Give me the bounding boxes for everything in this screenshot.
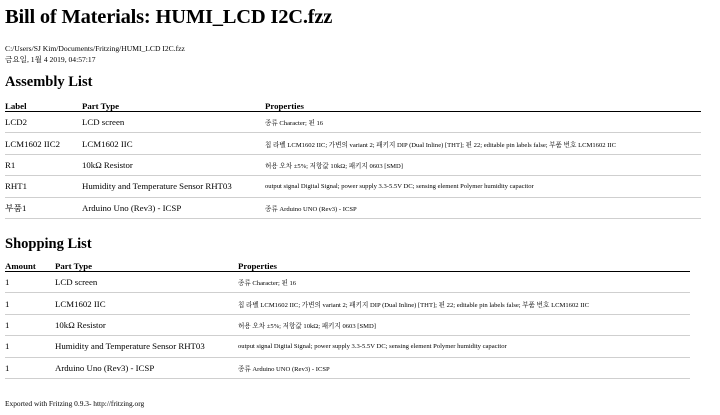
file-meta xyxy=(5,43,715,65)
cell-part-type: LCD screen xyxy=(82,112,265,133)
cell-properties: 허용 오차 ±5%; 저항값 10kΩ; 패키지 0603 [SMD] xyxy=(238,314,690,335)
cell-label: R1 xyxy=(5,154,82,175)
shopping-header-row xyxy=(5,257,690,272)
bom-page xyxy=(5,0,715,408)
cell-amount: 1 xyxy=(5,357,55,378)
export-footer: Exported with Fritzing 0.9.3- http://fritzing.org xyxy=(5,399,145,408)
cell-properties: 허용 오차 ±5%; 저항값 10kΩ; 패키지 0603 [SMD] xyxy=(265,154,701,175)
column-header-amount: Amount xyxy=(5,257,55,272)
cell-properties: 종류 Character; 핀 16 xyxy=(238,271,690,292)
table-row xyxy=(5,293,690,314)
page-title: Bill of Materials: HUMI_LCD I2C.fzz xyxy=(5,6,333,28)
cell-properties: 종류 Character; 핀 16 xyxy=(265,112,701,133)
cell-part-type: Humidity and Temperature Sensor RHT03 xyxy=(55,336,238,357)
table-row xyxy=(5,154,701,175)
cell-properties: 종류 Arduino UNO (Rev3) - ICSP xyxy=(238,357,690,378)
cell-properties: output signal Digital Signal; power supply 3.3-5.5V DC; sensing element Polymer humidity capacitor xyxy=(238,336,690,357)
table-row xyxy=(5,314,690,335)
cell-label: RHT1 xyxy=(5,176,82,197)
cell-part-type: LCD screen xyxy=(55,271,238,292)
assembly-heading: Assembly List xyxy=(5,74,93,90)
cell-properties: 칩 라벨 LCM1602 IIC; 가변의 variant 2; 패키지 DIP (Dual Inline) [THT]; 핀 22; editable pin labels false; 부품 번호 LCM1602 IIC xyxy=(238,293,690,314)
column-header-part-type: Part Type xyxy=(82,97,265,112)
cell-properties: output signal Digital Signal; power supply 3.3-5.5V DC; sensing element Polymer humidity capacitor xyxy=(265,176,701,197)
shopping-heading: Shopping List xyxy=(5,235,92,252)
cell-properties: 종류 Arduino UNO (Rev3) - ICSP xyxy=(265,197,701,218)
cell-part-type: 10kΩ Resistor xyxy=(82,154,265,175)
cell-amount: 1 xyxy=(5,271,55,292)
table-row xyxy=(5,271,690,292)
cell-amount: 1 xyxy=(5,336,55,357)
table-row xyxy=(5,112,701,133)
cell-label: 부품1 xyxy=(5,197,82,218)
column-header-label: Label xyxy=(5,97,82,112)
table-row xyxy=(5,357,690,378)
cell-part-type: LCM1602 IIC xyxy=(55,293,238,314)
column-header-part-type: Part Type xyxy=(55,257,238,272)
cell-part-type: Humidity and Temperature Sensor RHT03 xyxy=(82,176,265,197)
table-row xyxy=(5,197,701,218)
shopping-table xyxy=(5,257,690,379)
export-date: 금요일, 1월 4 2019, 04:57:17 xyxy=(5,55,96,64)
cell-label: LCD2 xyxy=(5,112,82,133)
assembly-table xyxy=(5,97,701,219)
cell-part-type: Arduino Uno (Rev3) - ICSP xyxy=(55,357,238,378)
cell-properties: 칩 라벨 LCM1602 IIC; 가변의 variant 2; 패키지 DIP (Dual Inline) [THT]; 핀 22; editable pin labels false; 부품 번호 LCM1602 IIC xyxy=(265,133,701,154)
cell-part-type: 10kΩ Resistor xyxy=(55,314,238,335)
cell-part-type: Arduino Uno (Rev3) - ICSP xyxy=(82,197,265,218)
cell-amount: 1 xyxy=(5,293,55,314)
table-row xyxy=(5,133,701,154)
cell-amount: 1 xyxy=(5,314,55,335)
cell-part-type: LCM1602 IIC xyxy=(82,133,265,154)
cell-label: LCM1602 IIC2 xyxy=(5,133,82,154)
assembly-header-row xyxy=(5,97,701,112)
table-row xyxy=(5,336,690,357)
column-header-properties: Properties xyxy=(238,257,690,272)
file-path: C:/Users/SJ Kim/Documents/Fritzing/HUMI_LCD I2C.fzz xyxy=(5,44,185,53)
column-header-properties: Properties xyxy=(265,97,701,112)
table-row xyxy=(5,176,701,197)
